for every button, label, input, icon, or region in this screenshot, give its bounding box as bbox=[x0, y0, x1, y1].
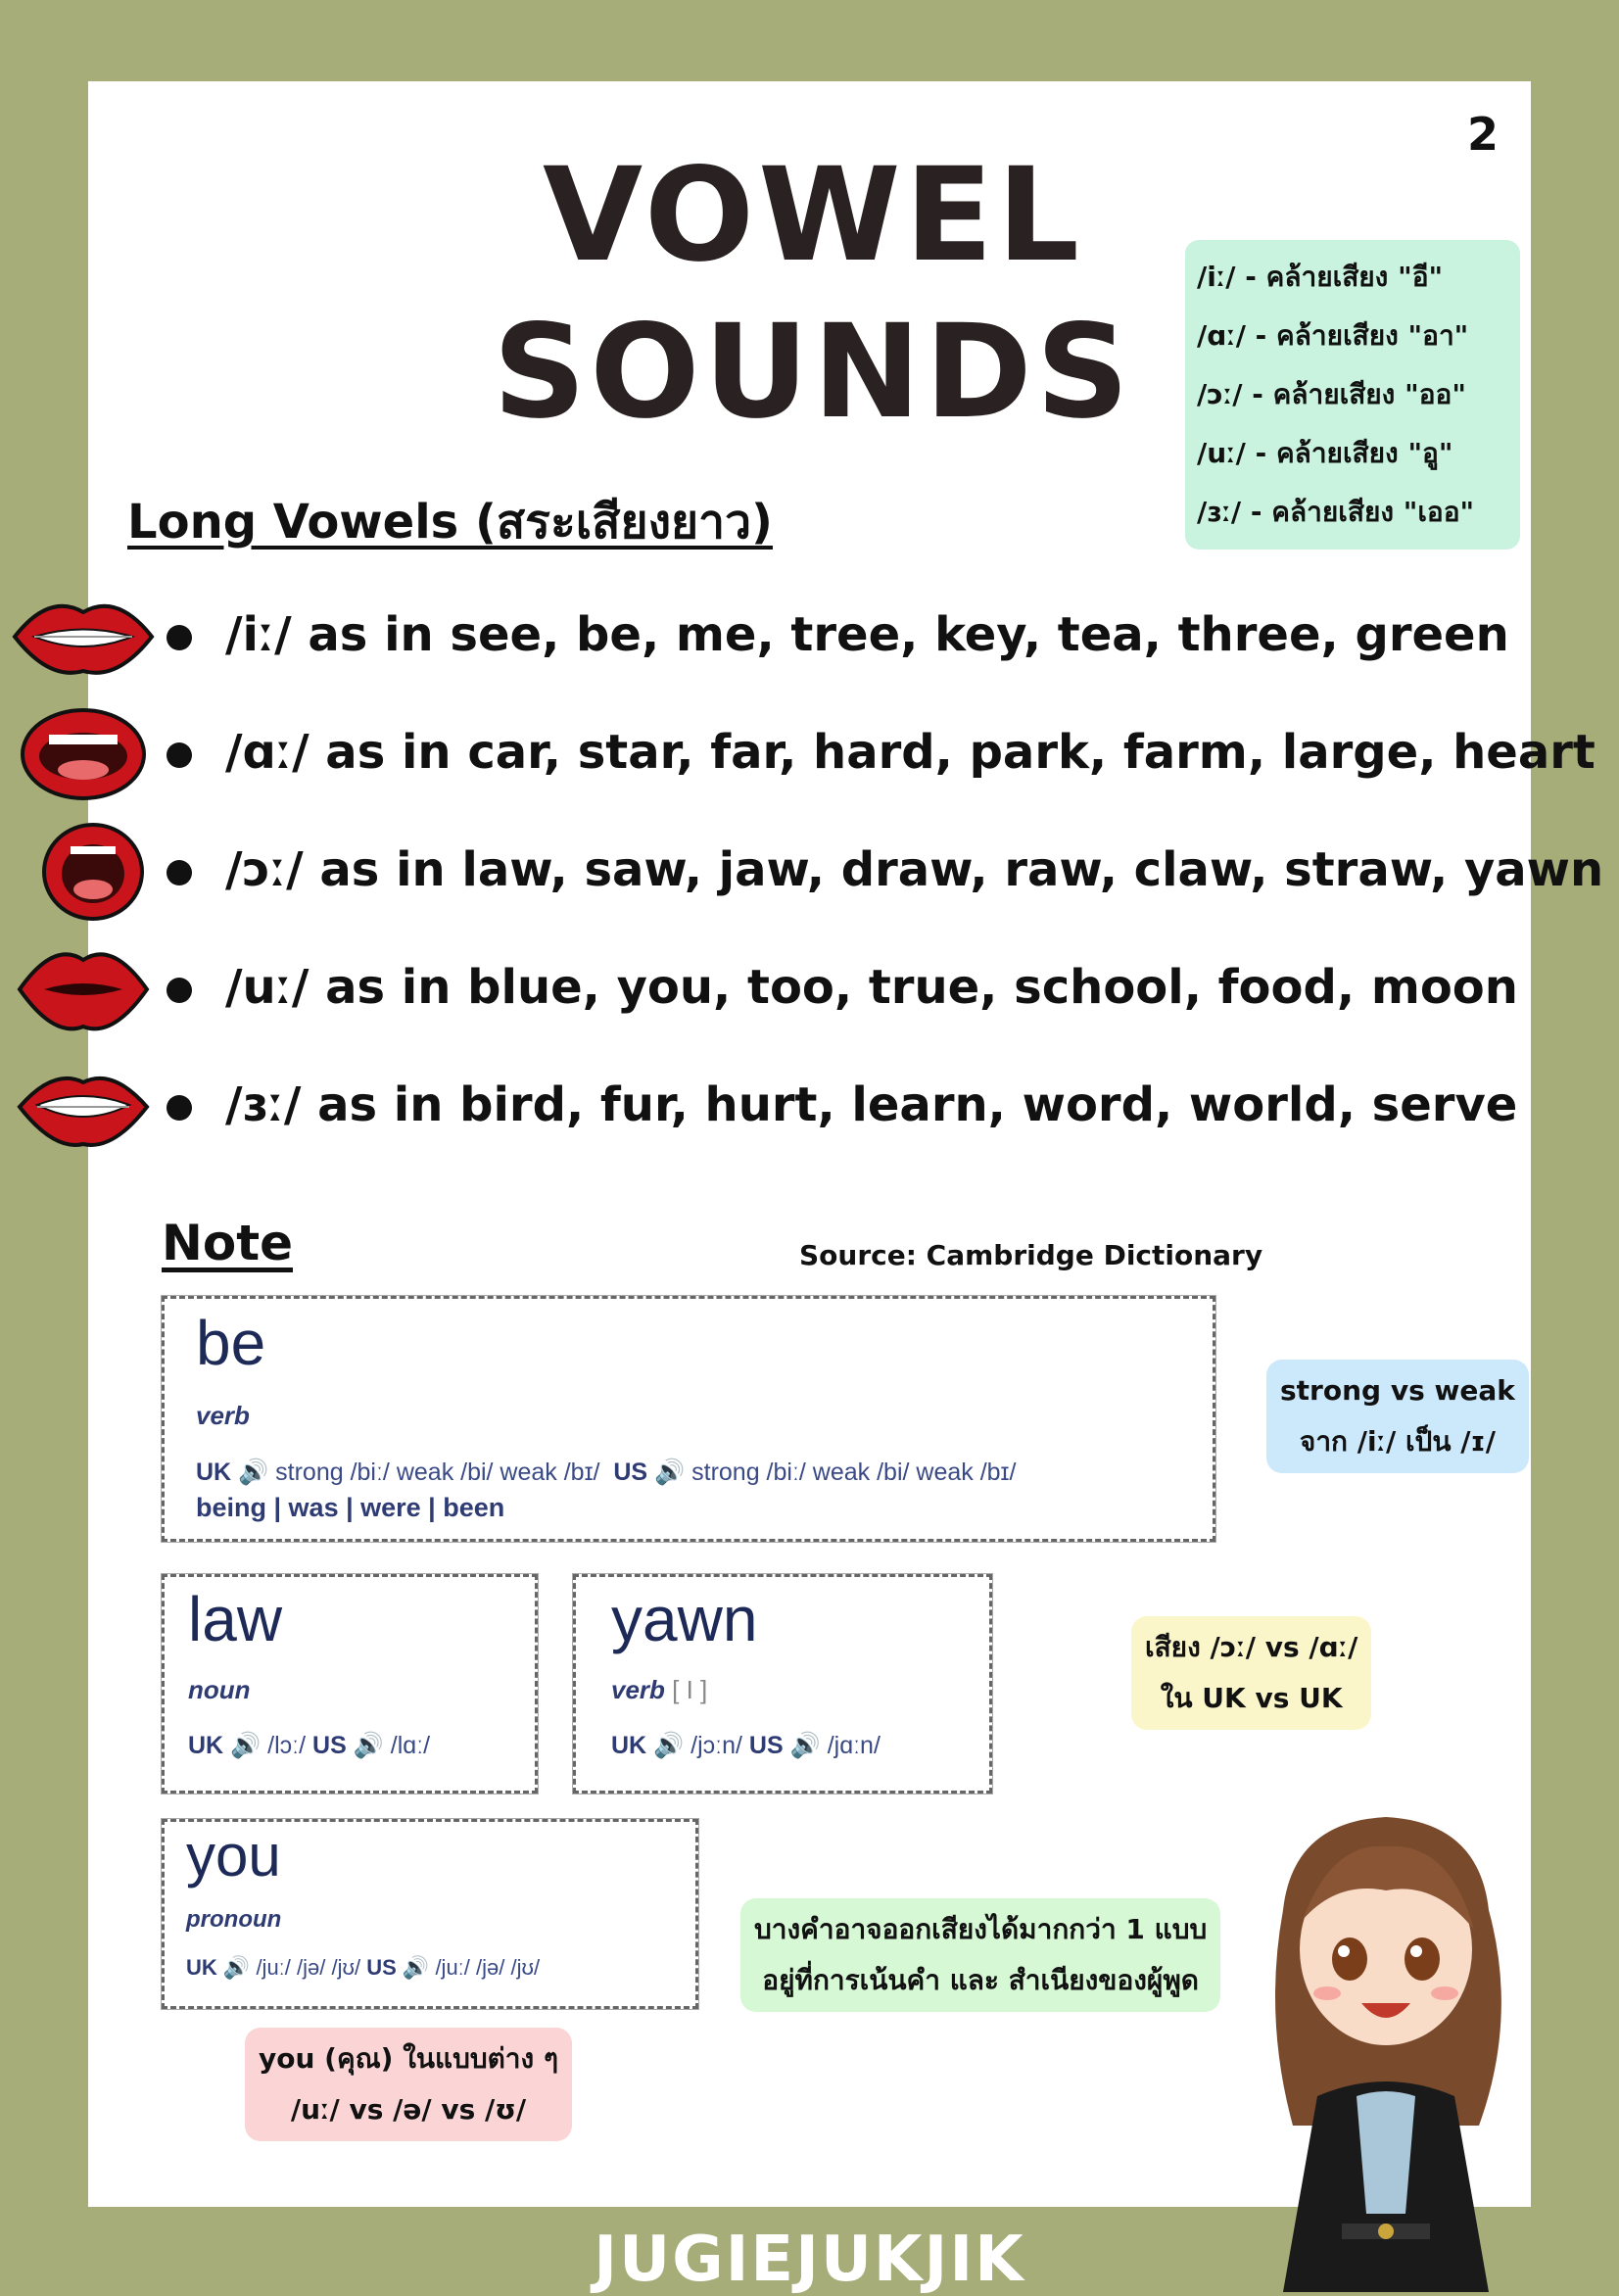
uk-label: UK bbox=[188, 1732, 224, 1759]
us-pronunciation: strong /biː/ weak /bi/ weak /bɪ/ bbox=[691, 1459, 1017, 1486]
teeth-lips-icon bbox=[10, 1058, 157, 1156]
dictionary-card-yawn bbox=[573, 1574, 992, 1794]
cartoon-girl-avatar bbox=[1224, 1802, 1548, 2292]
round-open-lips-icon bbox=[10, 823, 157, 921]
dict-part-of-speech: verb bbox=[196, 1401, 250, 1430]
vowel-row bbox=[0, 588, 1619, 695]
us-pronunciation: /lɑː/ bbox=[390, 1732, 431, 1759]
smile-lips-icon bbox=[10, 588, 157, 686]
vowel-row bbox=[0, 1058, 1619, 1166]
uk-us-callout bbox=[1131, 1616, 1371, 1730]
hint-line: /iː/ - คล้ายเสียง "อี" bbox=[1197, 261, 1444, 293]
callout-line: /uː/ vs /ə/ vs /ʊ/ bbox=[290, 2093, 527, 2126]
speaker-icon[interactable]: 🔊 bbox=[653, 1732, 685, 1759]
vowel-example: /ɔː/ as in law, saw, jaw, draw, raw, claw, straw, yawn bbox=[225, 842, 1604, 897]
hint-line: /ɔː/ - คล้ายเสียง "ออ" bbox=[1197, 378, 1466, 410]
vowel-row bbox=[0, 705, 1619, 813]
dict-part-of-speech: noun bbox=[188, 1675, 251, 1704]
dict-pronunciation-row bbox=[196, 1459, 1016, 1487]
multiple-pronunciation-callout bbox=[740, 1898, 1220, 2012]
us-label: US bbox=[312, 1732, 347, 1759]
us-pronunciation: /jɑːn/ bbox=[827, 1732, 881, 1759]
hint-line: /ɑː/ - คล้ายเสียง "อา" bbox=[1197, 319, 1469, 352]
vowel-example: /ɜː/ as in bird, fur, hurt, learn, word, world, serve bbox=[225, 1077, 1518, 1132]
dictionary-card-you bbox=[162, 1819, 698, 2009]
open-lips-icon bbox=[10, 705, 157, 803]
uk-label: UK bbox=[196, 1459, 232, 1486]
vowel-example: /ɑː/ as in car, star, far, hard, park, farm, large, heart bbox=[225, 725, 1595, 780]
speaker-icon[interactable]: 🔊 bbox=[222, 1955, 251, 1980]
strong-weak-callout bbox=[1266, 1360, 1529, 1473]
dict-grammar-code: [ I ] bbox=[672, 1675, 708, 1704]
bullet bbox=[167, 625, 192, 650]
us-label: US bbox=[613, 1459, 648, 1486]
page-number: 2 bbox=[1467, 108, 1500, 161]
vowel-row bbox=[0, 823, 1619, 931]
callout-line: อยู่ที่การเน้นคำ และ สำเนียงของผู้พูด bbox=[762, 1964, 1199, 1996]
dict-word: be bbox=[196, 1308, 266, 1378]
page-title bbox=[470, 137, 1156, 451]
hint-line: /ɜː/ - คล้ายเสียง "เออ" bbox=[1197, 496, 1475, 528]
uk-pronunciation: /juː/ /jə/ /jʊ/ bbox=[256, 1955, 361, 1980]
pursed-lips-icon bbox=[10, 940, 157, 1038]
uk-label: UK bbox=[611, 1732, 647, 1759]
dict-pronunciation-row bbox=[611, 1732, 881, 1760]
vowel-example: /uː/ as in blue, you, too, true, school, food, moon bbox=[225, 960, 1518, 1015]
us-pronunciation: /juː/ /jə/ /jʊ/ bbox=[435, 1955, 541, 1980]
uk-label: UK bbox=[186, 1955, 217, 1980]
section-title: Long Vowels (สระเสียงยาว) bbox=[127, 495, 773, 550]
callout-line: strong vs weak bbox=[1280, 1374, 1515, 1407]
bullet bbox=[167, 860, 192, 885]
speaker-icon[interactable]: 🔊 bbox=[654, 1459, 686, 1486]
bullet bbox=[167, 978, 192, 1003]
speaker-icon[interactable]: 🔊 bbox=[353, 1732, 384, 1759]
speaker-icon[interactable]: 🔊 bbox=[230, 1732, 262, 1759]
callout-line: บางคำอาจออกเสียงได้มากกว่า 1 แบบ bbox=[754, 1913, 1208, 1945]
vowel-example: /iː/ as in see, be, me, tree, key, tea, three, green bbox=[225, 607, 1509, 662]
hint-line: /uː/ - คล้ายเสียง "อู" bbox=[1197, 437, 1453, 469]
title-line-2: SOUNDS bbox=[493, 297, 1133, 448]
dict-pronunciation-row bbox=[186, 1955, 540, 1981]
title-line-1: VOWEL bbox=[543, 140, 1083, 291]
dict-word-forms: being | was | were | been bbox=[196, 1493, 505, 1522]
note-title: Note bbox=[162, 1215, 294, 1271]
callout-line: เสียง /ɔː/ vs /ɑː/ bbox=[1145, 1631, 1358, 1663]
dict-word: you bbox=[186, 1823, 281, 1889]
uk-pronunciation: /lɔː/ bbox=[267, 1732, 307, 1759]
uk-pronunciation: /jɔːn/ bbox=[690, 1732, 742, 1759]
bullet bbox=[167, 742, 192, 768]
source-credit: Source: Cambridge Dictionary bbox=[799, 1239, 1263, 1271]
dict-pronunciation-row bbox=[188, 1732, 430, 1760]
us-label: US bbox=[748, 1732, 784, 1759]
vowel-row bbox=[0, 940, 1619, 1048]
thai-hint-box bbox=[1185, 240, 1520, 550]
dictionary-card-law bbox=[162, 1574, 538, 1794]
speaker-icon[interactable]: 🔊 bbox=[402, 1955, 430, 1980]
dict-part-of-speech: verb bbox=[611, 1675, 665, 1704]
dictionary-card-be bbox=[162, 1296, 1215, 1542]
callout-line: ใน UK vs UK bbox=[1160, 1682, 1343, 1714]
you-forms-callout bbox=[245, 2028, 572, 2141]
callout-line: you (คุณ) ในแบบต่าง ๆ bbox=[259, 2042, 558, 2075]
dict-word: yawn bbox=[611, 1584, 758, 1654]
us-label: US bbox=[366, 1955, 397, 1980]
brand-footer: JUGIEJUKJIK bbox=[594, 2224, 1025, 2296]
dict-part-of-speech: pronoun bbox=[186, 1906, 282, 1933]
bullet bbox=[167, 1095, 192, 1121]
callout-line: จาก /iː/ เป็น /ɪ/ bbox=[1299, 1425, 1496, 1458]
speaker-icon[interactable]: 🔊 bbox=[789, 1732, 821, 1759]
speaker-icon[interactable]: 🔊 bbox=[238, 1459, 269, 1486]
dict-word: law bbox=[188, 1584, 283, 1654]
uk-pronunciation: strong /biː/ weak /bi/ weak /bɪ/ bbox=[275, 1459, 600, 1486]
dict-pos-row bbox=[611, 1675, 707, 1705]
